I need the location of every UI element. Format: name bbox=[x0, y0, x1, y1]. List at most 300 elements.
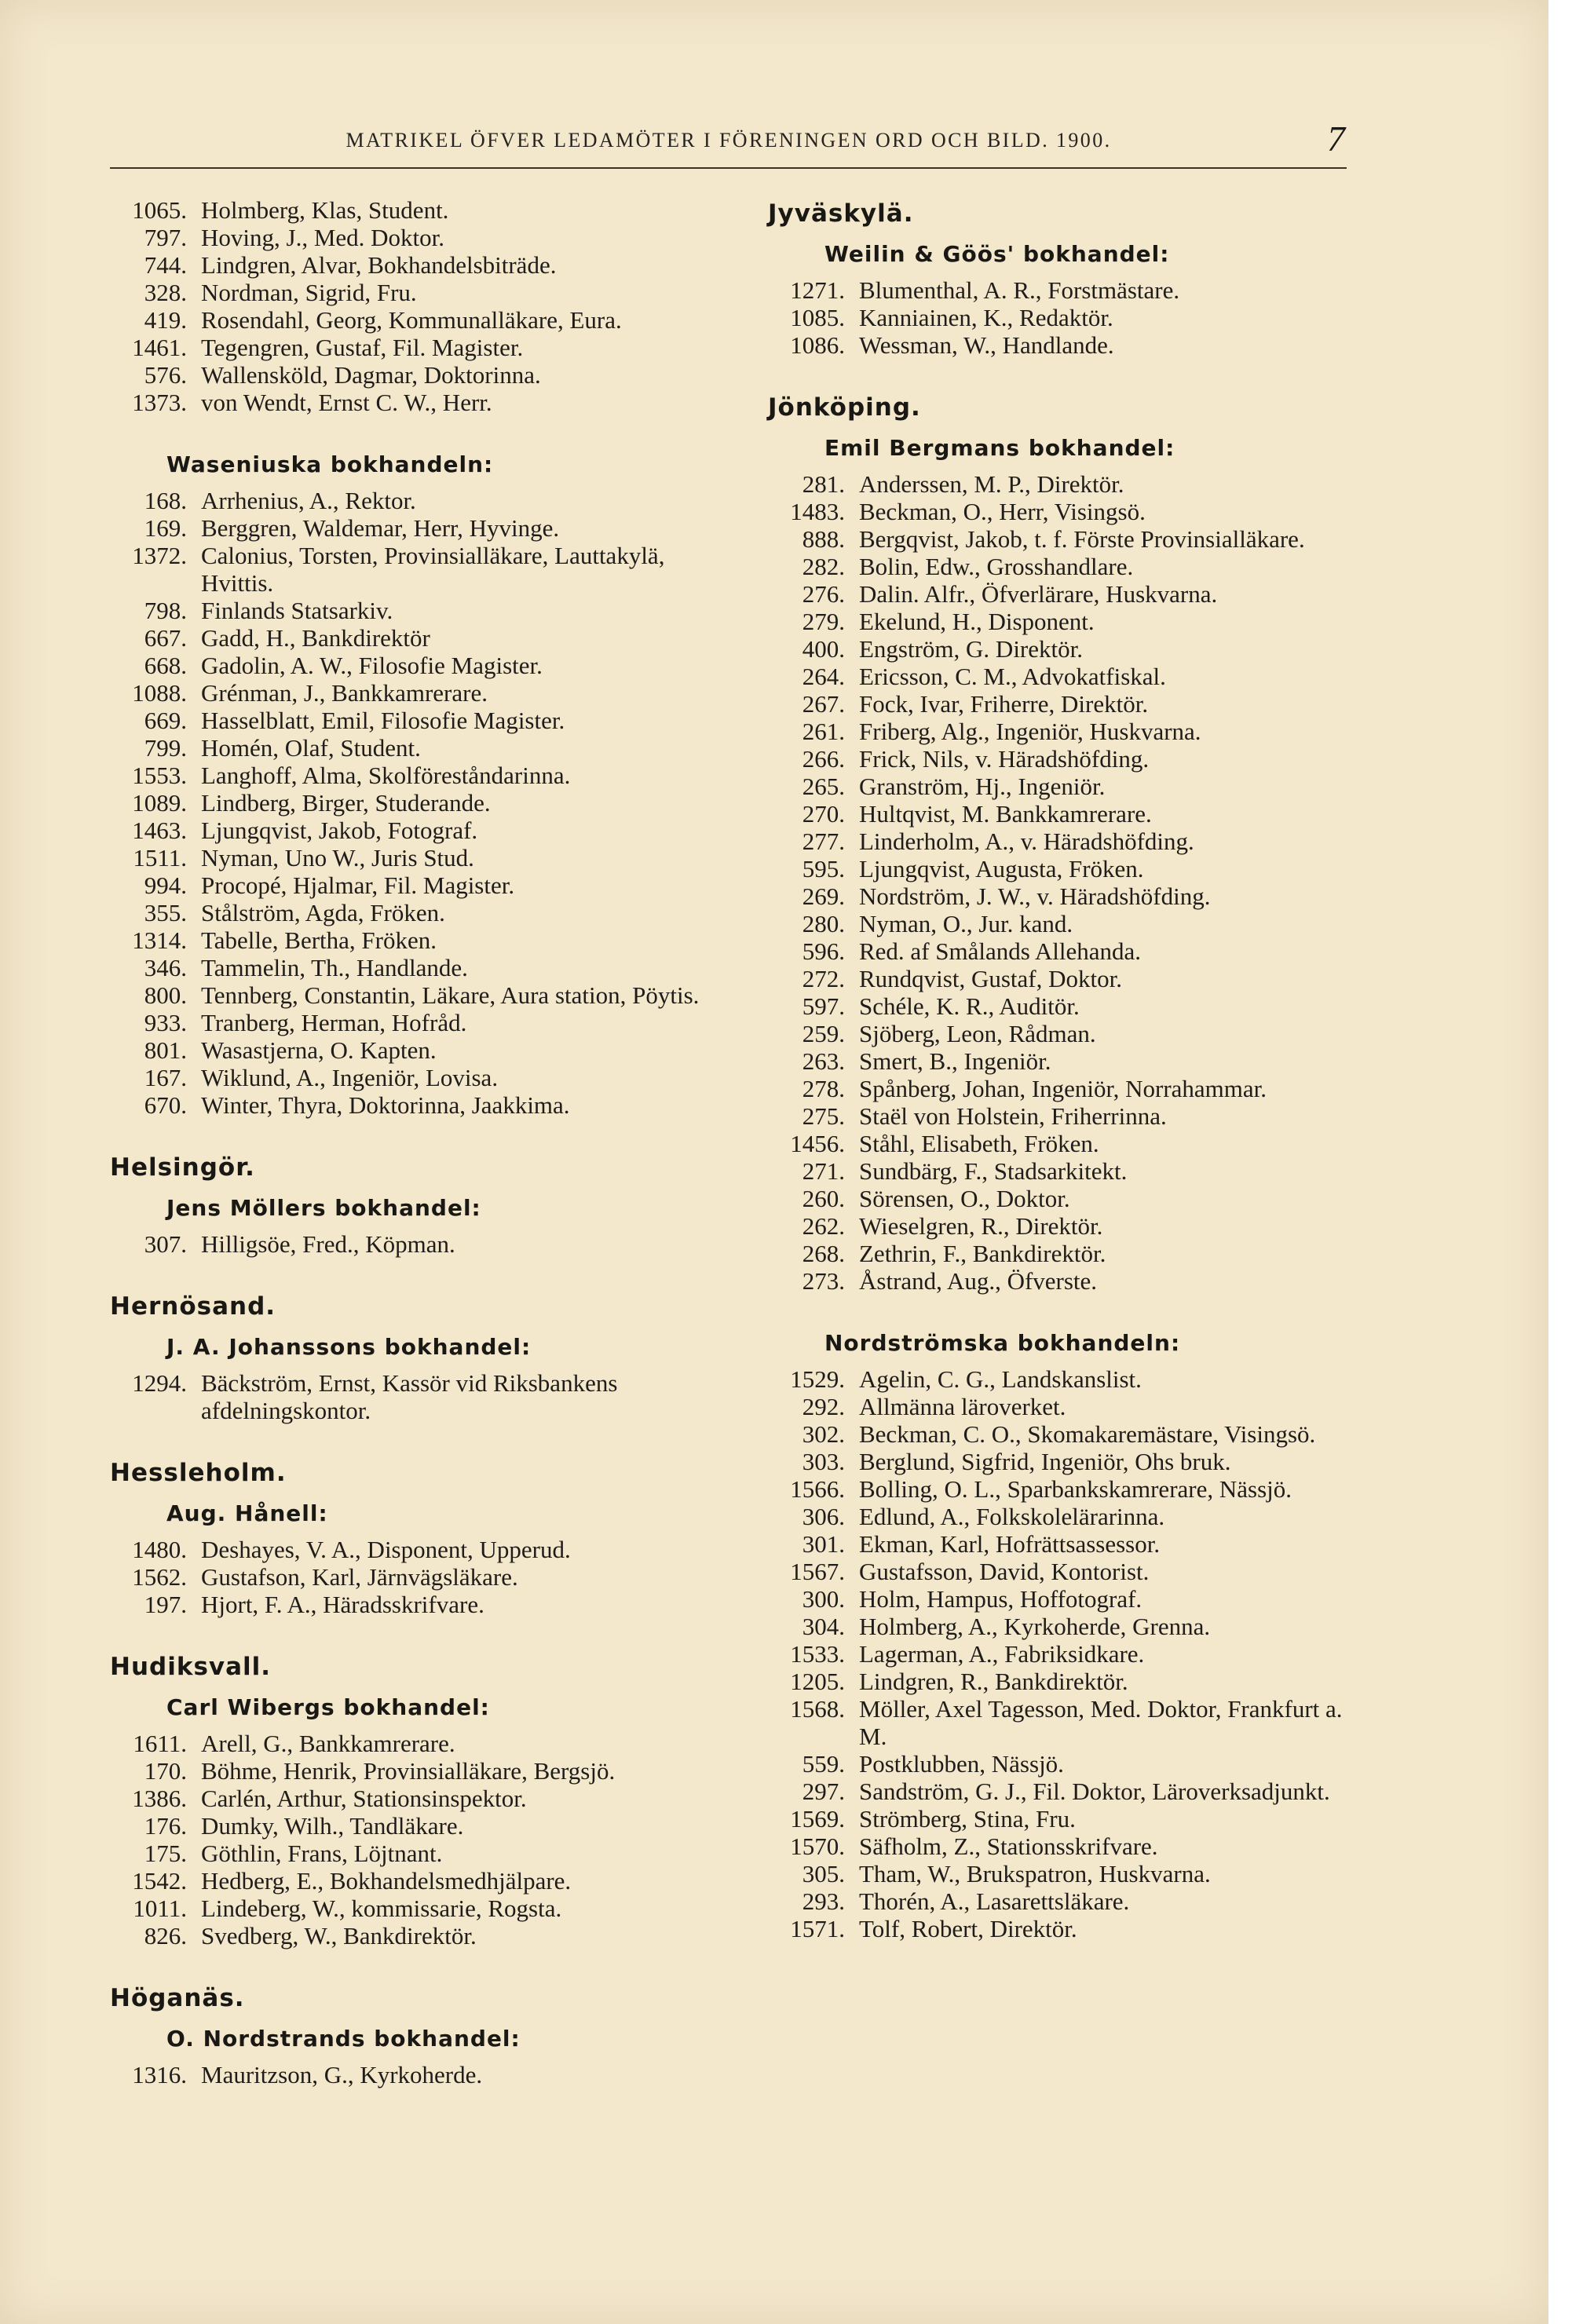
entry-number: 596. bbox=[802, 937, 845, 965]
entry-text: Dalin. Alfr., Öfverlärare, Huskvarna. bbox=[859, 580, 1218, 608]
entry-text: Böhme, Henrik, Provinsialläkare, Bergsjö. bbox=[201, 1757, 616, 1785]
entry-text: Arrhenius, A., Rektor. bbox=[201, 487, 416, 514]
entry-text: von Wendt, Ernst C. W., Herr. bbox=[201, 389, 492, 416]
entry-number: 1569. bbox=[790, 1805, 845, 1833]
member-entry bbox=[768, 1267, 1365, 1295]
entry-number: 1089. bbox=[132, 789, 187, 817]
entry-number: 1553. bbox=[132, 762, 187, 789]
entry-number: 1562. bbox=[132, 1563, 187, 1591]
member-entry bbox=[110, 1840, 730, 1867]
member-entry bbox=[768, 1212, 1365, 1240]
entry-number: 1456. bbox=[790, 1130, 845, 1157]
entry-text: Tolf, Robert, Direktör. bbox=[859, 1915, 1077, 1942]
entry-number: 167. bbox=[144, 1064, 187, 1091]
member-entry bbox=[110, 1730, 730, 1757]
entry-number: 297. bbox=[802, 1778, 845, 1805]
entry-number: 1205. bbox=[790, 1668, 845, 1695]
entry-text: Lindeberg, W., kommissarie, Rogsta. bbox=[201, 1895, 562, 1922]
entry-text: Stålström, Agda, Fröken. bbox=[201, 899, 445, 926]
entry-number: 301. bbox=[802, 1530, 845, 1558]
entry-text: Zethrin, F., Bankdirektör. bbox=[859, 1240, 1106, 1267]
entry-text: Tegengren, Gustaf, Fil. Magister. bbox=[201, 334, 524, 361]
entry-text: Wiklund, A., Ingeniör, Lovisa. bbox=[201, 1064, 499, 1091]
member-entry bbox=[110, 762, 730, 789]
entry-text: Hjort, F. A., Häradsskrifvare. bbox=[201, 1591, 484, 1618]
city-heading: Helsingör. bbox=[110, 1153, 255, 1182]
entry-number: 933. bbox=[144, 1009, 187, 1036]
member-entry bbox=[768, 1102, 1365, 1130]
entry-list bbox=[768, 1365, 1365, 1942]
entry-number: 1611. bbox=[133, 1730, 187, 1757]
member-entry bbox=[110, 624, 730, 652]
member-entry bbox=[768, 331, 1365, 359]
member-entry bbox=[768, 745, 1365, 773]
entry-text: Sundbärg, F., Stadsarkitekt. bbox=[859, 1157, 1128, 1185]
city-heading: Hudiksvall. bbox=[110, 1653, 272, 1681]
entry-text: Agelin, C. G., Landskanslist. bbox=[859, 1365, 1142, 1393]
entry-text: Ekelund, H., Disponent. bbox=[859, 608, 1095, 635]
member-entry bbox=[768, 276, 1365, 304]
entry-number: 282. bbox=[802, 553, 845, 580]
entry-number: 168. bbox=[144, 487, 187, 514]
member-entry bbox=[110, 1922, 730, 1949]
entry-text: Bolin, Edw., Grosshandlare. bbox=[859, 553, 1134, 580]
entry-text: Sandström, G. J., Fil. Doktor, Läroverksadjunkt. bbox=[859, 1778, 1330, 1805]
entry-list bbox=[110, 1536, 730, 1618]
member-entry bbox=[110, 389, 730, 416]
member-entry bbox=[110, 1036, 730, 1064]
entry-number: 888. bbox=[802, 525, 845, 553]
entry-number: 267. bbox=[802, 690, 845, 718]
member-entry bbox=[110, 1230, 730, 1258]
entry-text: Holmberg, Klas, Student. bbox=[201, 196, 449, 224]
member-entry bbox=[768, 1157, 1365, 1185]
entry-number: 328. bbox=[144, 279, 187, 306]
city-heading: Hessleholm. bbox=[110, 1459, 287, 1487]
member-entry bbox=[110, 872, 730, 899]
entry-text: Tabelle, Bertha, Fröken. bbox=[201, 926, 437, 954]
member-entry bbox=[768, 498, 1365, 525]
member-entry bbox=[768, 1860, 1365, 1887]
page-number: 7 bbox=[1327, 119, 1345, 159]
member-entry bbox=[768, 1887, 1365, 1915]
entry-text: Ståhl, Elisabeth, Fröken. bbox=[859, 1130, 1099, 1157]
entry-text: Blumenthal, A. R., Forstmästare. bbox=[859, 276, 1180, 304]
member-entry bbox=[110, 1536, 730, 1563]
entry-number: 279. bbox=[802, 608, 845, 635]
entry-list bbox=[110, 487, 730, 1119]
member-entry bbox=[768, 773, 1365, 800]
entry-text: Engström, G. Direktör. bbox=[859, 635, 1083, 663]
entry-text: Edlund, A., Folkskolelärarinna. bbox=[859, 1503, 1165, 1530]
entry-text: Hilligsöe, Fred., Köpman. bbox=[201, 1230, 455, 1258]
entry-text: Strömberg, Stina, Fru. bbox=[859, 1805, 1076, 1833]
member-entry bbox=[768, 1530, 1365, 1558]
entry-number: 1065. bbox=[132, 196, 187, 224]
header-rule bbox=[110, 167, 1347, 169]
entry-number: 419. bbox=[144, 306, 187, 334]
entry-text: Allmänna läroverket. bbox=[859, 1393, 1066, 1420]
entry-text: Red. af Smålands Allehanda. bbox=[859, 937, 1141, 965]
member-entry bbox=[110, 514, 730, 542]
entry-number: 276. bbox=[802, 580, 845, 608]
entry-number: 259. bbox=[802, 1020, 845, 1047]
member-entry bbox=[768, 663, 1365, 690]
right-column bbox=[768, 196, 1365, 1942]
entry-text: Ekman, Karl, Hofrättsassessor. bbox=[859, 1530, 1161, 1558]
entry-text: Nyman, O., Jur. kand. bbox=[859, 910, 1073, 937]
entry-text: Tranberg, Herman, Hofråd. bbox=[201, 1009, 467, 1036]
entry-number: 669. bbox=[144, 707, 187, 734]
entry-text: Tammelin, Th., Handlande. bbox=[201, 954, 468, 981]
entry-number: 1529. bbox=[790, 1365, 845, 1393]
entry-text: Kanniainen, K., Redaktör. bbox=[859, 304, 1113, 331]
member-entry bbox=[110, 597, 730, 624]
entry-text: Lindgren, Alvar, Bokhandelsbiträde. bbox=[201, 251, 557, 279]
member-entry bbox=[110, 789, 730, 817]
entry-number: 197. bbox=[144, 1591, 187, 1618]
entry-number: 668. bbox=[144, 652, 187, 679]
member-entry bbox=[110, 1812, 730, 1840]
member-entry bbox=[110, 279, 730, 306]
entry-number: 281. bbox=[802, 470, 845, 498]
member-entry bbox=[768, 580, 1365, 608]
entry-number: 799. bbox=[144, 734, 187, 762]
entry-text: Wasastjerna, O. Kapten. bbox=[201, 1036, 437, 1064]
bookshop-heading: Jens Möllers bokhandel: bbox=[166, 1195, 481, 1221]
entry-number: 355. bbox=[144, 899, 187, 926]
entry-number: 176. bbox=[144, 1812, 187, 1840]
entry-text: Postklubben, Nässjö. bbox=[859, 1750, 1064, 1778]
entry-text: Friberg, Alg., Ingeniör, Huskvarna. bbox=[859, 718, 1201, 745]
member-entry bbox=[110, 542, 730, 597]
entry-number: 280. bbox=[802, 910, 845, 937]
entry-text: Sörensen, O., Doktor. bbox=[859, 1185, 1070, 1212]
member-entry bbox=[110, 1009, 730, 1036]
entry-text: Beckman, C. O., Skomakaremästare, Visingsö. bbox=[859, 1420, 1316, 1448]
member-entry bbox=[768, 882, 1365, 910]
member-entry bbox=[110, 926, 730, 954]
entry-number: 1570. bbox=[790, 1833, 845, 1860]
entry-text: Ljungqvist, Augusta, Fröken. bbox=[859, 855, 1144, 882]
city-heading: Jyväskylä. bbox=[768, 199, 914, 228]
member-entry bbox=[110, 251, 730, 279]
entry-number: 597. bbox=[802, 992, 845, 1020]
entry-text: Smert, B., Ingeniör. bbox=[859, 1047, 1051, 1075]
member-entry bbox=[110, 196, 730, 224]
entry-number: 271. bbox=[802, 1157, 845, 1185]
entry-number: 269. bbox=[802, 882, 845, 910]
entry-number: 293. bbox=[802, 1887, 845, 1915]
entry-number: 265. bbox=[802, 773, 845, 800]
entry-number: 1386. bbox=[132, 1785, 187, 1812]
entry-number: 595. bbox=[802, 855, 845, 882]
entry-text: Ericsson, C. M., Advokatfiskal. bbox=[859, 663, 1166, 690]
entry-text: Hultqvist, M. Bankkamrerare. bbox=[859, 800, 1152, 828]
entry-number: 1542. bbox=[132, 1867, 187, 1895]
left-column bbox=[110, 196, 730, 2088]
member-entry bbox=[110, 224, 730, 251]
entry-number: 175. bbox=[144, 1840, 187, 1867]
entry-text: Svedberg, W., Bankdirektör. bbox=[201, 1922, 477, 1949]
member-entry bbox=[768, 1558, 1365, 1585]
entry-number: 1571. bbox=[790, 1915, 845, 1942]
entry-text: Beckman, O., Herr, Visingsö. bbox=[859, 498, 1146, 525]
member-entry bbox=[768, 1420, 1365, 1448]
entry-text: Göthlin, Frans, Löjtnant. bbox=[201, 1840, 443, 1867]
entry-text: Ljungqvist, Jakob, Fotograf. bbox=[201, 817, 478, 844]
member-entry bbox=[768, 553, 1365, 580]
entry-text: Winter, Thyra, Doktorinna, Jaakkima. bbox=[201, 1091, 570, 1119]
entry-text: Deshayes, V. A., Disponent, Upperud. bbox=[201, 1536, 571, 1563]
entry-text: Lindberg, Birger, Studerande. bbox=[201, 789, 491, 817]
entry-text: Bäckström, Ernst, Kassör vid Riksbankens afdelningskontor. bbox=[201, 1369, 618, 1424]
entry-text: Linderholm, A., v. Häradshöfding. bbox=[859, 828, 1194, 855]
entry-number: 264. bbox=[802, 663, 845, 690]
entry-number: 261. bbox=[802, 718, 845, 745]
entry-text: Finlands Statsarkiv. bbox=[201, 597, 393, 624]
entry-number: 275. bbox=[802, 1102, 845, 1130]
member-entry bbox=[110, 1785, 730, 1812]
entry-text: Gustafson, Karl, Järnvägsläkare. bbox=[201, 1563, 518, 1591]
entry-text: Hoving, J., Med. Doktor. bbox=[201, 224, 444, 251]
entry-number: 170. bbox=[144, 1757, 187, 1785]
entry-number: 826. bbox=[144, 1922, 187, 1949]
entry-number: 169. bbox=[144, 514, 187, 542]
member-entry bbox=[110, 652, 730, 679]
entry-number: 576. bbox=[144, 361, 187, 389]
entry-number: 667. bbox=[144, 624, 187, 652]
member-entry bbox=[768, 470, 1365, 498]
member-entry bbox=[768, 965, 1365, 992]
entry-number: 268. bbox=[802, 1240, 845, 1267]
member-entry bbox=[768, 1075, 1365, 1102]
member-entry bbox=[110, 2061, 730, 2088]
entry-text: Gadd, H., Bankdirektör bbox=[201, 624, 430, 652]
entry-text: Spånberg, Johan, Ingeniör, Norrahammar. bbox=[859, 1075, 1267, 1102]
entry-number: 1567. bbox=[790, 1558, 845, 1585]
entry-list bbox=[768, 276, 1365, 359]
member-entry bbox=[110, 1895, 730, 1922]
running-title: MATRIKEL ÖFVER LEDAMÖTER I FÖRENINGEN ORD OCH BILD. 1900. bbox=[345, 129, 1112, 152]
entry-number: 1480. bbox=[132, 1536, 187, 1563]
member-entry bbox=[768, 1805, 1365, 1833]
bookshop-heading: Waseniuska bokhandeln: bbox=[166, 451, 494, 477]
entry-number: 1373. bbox=[132, 389, 187, 416]
entry-list bbox=[110, 2061, 730, 2088]
page-edge bbox=[1548, 0, 1583, 2324]
entry-number: 278. bbox=[802, 1075, 845, 1102]
member-entry bbox=[768, 1503, 1365, 1530]
bookshop-heading: Aug. Hånell: bbox=[166, 1500, 328, 1526]
entry-number: 270. bbox=[802, 800, 845, 828]
entry-list bbox=[768, 470, 1365, 1295]
entry-text: Holmberg, A., Kyrkoherde, Grenna. bbox=[859, 1613, 1211, 1640]
entry-text: Schéle, K. R., Auditör. bbox=[859, 992, 1080, 1020]
member-entry bbox=[768, 608, 1365, 635]
member-entry bbox=[768, 992, 1365, 1020]
member-entry bbox=[768, 1613, 1365, 1640]
entry-number: 1294. bbox=[132, 1369, 187, 1397]
entry-text: Wieselgren, R., Direktör. bbox=[859, 1212, 1103, 1240]
entry-text: Procopé, Hjalmar, Fil. Magister. bbox=[201, 872, 515, 899]
entry-text: Calonius, Torsten, Provinsialläkare, Lauttakylä, Hvittis. bbox=[201, 542, 665, 597]
entry-text: Bergqvist, Jakob, t. f. Förste Provinsialläkare. bbox=[859, 525, 1305, 553]
entry-number: 1372. bbox=[132, 542, 187, 569]
bookshop-heading: Emil Bergmans bokhandel: bbox=[824, 435, 1175, 461]
member-entry bbox=[110, 334, 730, 361]
member-entry bbox=[768, 1185, 1365, 1212]
entry-text: Nordström, J. W., v. Häradshöfding. bbox=[859, 882, 1211, 910]
member-entry bbox=[768, 1668, 1365, 1695]
entry-number: 300. bbox=[802, 1585, 845, 1613]
bookshop-heading: Weilin & Göös' bokhandel: bbox=[824, 241, 1170, 267]
member-entry bbox=[768, 937, 1365, 965]
entry-number: 272. bbox=[802, 965, 845, 992]
entry-text: Grénman, J., Bankkamrerare. bbox=[201, 679, 488, 707]
member-entry bbox=[110, 1563, 730, 1591]
member-entry bbox=[768, 718, 1365, 745]
member-entry bbox=[768, 1130, 1365, 1157]
entry-number: 263. bbox=[802, 1047, 845, 1075]
entry-text: Gadolin, A. W., Filosofie Magister. bbox=[201, 652, 543, 679]
member-entry bbox=[768, 1915, 1365, 1942]
member-entry bbox=[768, 304, 1365, 331]
entry-number: 1483. bbox=[790, 498, 845, 525]
entry-text: Granström, Hj., Ingeniör. bbox=[859, 773, 1106, 800]
city-heading: Hernösand. bbox=[110, 1292, 276, 1321]
entry-number: 346. bbox=[144, 954, 187, 981]
entry-list bbox=[110, 1230, 730, 1258]
member-entry bbox=[110, 817, 730, 844]
member-entry bbox=[768, 1240, 1365, 1267]
entry-text: Tennberg, Constantin, Läkare, Aura station, Pöytis. bbox=[201, 981, 700, 1009]
entry-number: 1511. bbox=[133, 844, 187, 872]
entry-number: 266. bbox=[802, 745, 845, 773]
entry-text: Berggren, Waldemar, Herr, Hyvinge. bbox=[201, 514, 560, 542]
member-entry bbox=[110, 1064, 730, 1091]
entry-text: Carlén, Arthur, Stationsinspektor. bbox=[201, 1785, 527, 1812]
entry-number: 307. bbox=[144, 1230, 187, 1258]
member-entry bbox=[768, 910, 1365, 937]
entry-number: 400. bbox=[802, 635, 845, 663]
member-entry bbox=[110, 679, 730, 707]
member-entry bbox=[768, 1020, 1365, 1047]
entry-text: Dumky, Wilh., Tandläkare. bbox=[201, 1812, 464, 1840]
member-entry bbox=[768, 800, 1365, 828]
entry-number: 1085. bbox=[790, 304, 845, 331]
bookshop-heading: Nordströmska bokhandeln: bbox=[824, 1330, 1181, 1356]
entry-number: 994. bbox=[144, 872, 187, 899]
entry-text: Anderssen, M. P., Direktör. bbox=[859, 470, 1124, 498]
city-heading: Höganäs. bbox=[110, 1984, 245, 2012]
member-entry bbox=[768, 1475, 1365, 1503]
entry-number: 798. bbox=[144, 597, 187, 624]
entry-number: 1461. bbox=[132, 334, 187, 361]
entry-number: 1533. bbox=[790, 1640, 845, 1668]
member-entry bbox=[768, 1778, 1365, 1805]
member-entry bbox=[768, 828, 1365, 855]
entry-text: Lindgren, R., Bankdirektör. bbox=[859, 1668, 1128, 1695]
entry-number: 1088. bbox=[132, 679, 187, 707]
member-entry bbox=[768, 1750, 1365, 1778]
member-entry bbox=[110, 734, 730, 762]
entry-text: Rosendahl, Georg, Kommunalläkare, Eura. bbox=[201, 306, 622, 334]
member-entry bbox=[768, 1393, 1365, 1420]
entry-text: Lagerman, A., Fabriksidkare. bbox=[859, 1640, 1145, 1668]
entry-text: Langhoff, Alma, Skolföreståndarinna. bbox=[201, 762, 571, 789]
member-entry bbox=[110, 306, 730, 334]
member-entry bbox=[768, 1695, 1365, 1750]
entry-number: 797. bbox=[144, 224, 187, 251]
entry-number: 1011. bbox=[133, 1895, 187, 1922]
member-entry bbox=[110, 981, 730, 1009]
entry-list bbox=[110, 1369, 730, 1424]
entry-number: 1568. bbox=[790, 1695, 845, 1723]
entry-number: 303. bbox=[802, 1448, 845, 1475]
bookshop-heading: J. A. Johanssons bokhandel: bbox=[166, 1334, 532, 1360]
member-entry bbox=[110, 1369, 730, 1424]
member-entry bbox=[110, 1867, 730, 1895]
entry-number: 277. bbox=[802, 828, 845, 855]
member-entry bbox=[110, 899, 730, 926]
entry-number: 302. bbox=[802, 1420, 845, 1448]
member-entry bbox=[768, 690, 1365, 718]
entry-number: 1086. bbox=[790, 331, 845, 359]
entry-number: 262. bbox=[802, 1212, 845, 1240]
entry-text: Rundqvist, Gustaf, Doktor. bbox=[859, 965, 1122, 992]
entry-number: 801. bbox=[144, 1036, 187, 1064]
entry-number: 306. bbox=[802, 1503, 845, 1530]
entry-number: 273. bbox=[802, 1267, 845, 1295]
entry-number: 304. bbox=[802, 1613, 845, 1640]
city-heading: Jönköping. bbox=[768, 393, 921, 422]
member-entry bbox=[768, 635, 1365, 663]
entry-number: 744. bbox=[144, 251, 187, 279]
entry-number: 1314. bbox=[132, 926, 187, 954]
entry-text: Sjöberg, Leon, Rådman. bbox=[859, 1020, 1096, 1047]
entry-text: Thorén, A., Lasarettsläkare. bbox=[859, 1887, 1130, 1915]
entry-number: 1316. bbox=[132, 2061, 187, 2088]
entry-text: Nordman, Sigrid, Fru. bbox=[201, 279, 417, 306]
entry-text: Arell, G., Bankkamrerare. bbox=[201, 1730, 455, 1757]
member-entry bbox=[768, 1640, 1365, 1668]
member-entry bbox=[768, 1448, 1365, 1475]
entry-text: Wessman, W., Handlande. bbox=[859, 331, 1114, 359]
entry-text: Nyman, Uno W., Juris Stud. bbox=[201, 844, 474, 872]
member-entry bbox=[110, 1591, 730, 1618]
member-entry bbox=[110, 1091, 730, 1119]
entry-number: 800. bbox=[144, 981, 187, 1009]
member-entry bbox=[768, 1833, 1365, 1860]
entry-text: Tham, W., Brukspatron, Huskvarna. bbox=[859, 1860, 1211, 1887]
bookshop-heading: O. Nordstrands bokhandel: bbox=[166, 2026, 521, 2052]
entry-number: 1566. bbox=[790, 1475, 845, 1503]
entry-text: Fock, Ivar, Friherre, Direktör. bbox=[859, 690, 1149, 718]
member-entry bbox=[110, 954, 730, 981]
entry-text: Säfholm, Z., Stationsskrifvare. bbox=[859, 1833, 1158, 1860]
entry-list bbox=[110, 196, 730, 416]
entry-text: Hedberg, E., Bokhandelsmedhjälpare. bbox=[201, 1867, 572, 1895]
entry-number: 1271. bbox=[790, 276, 845, 304]
entry-list bbox=[110, 1730, 730, 1949]
entry-number: 260. bbox=[802, 1185, 845, 1212]
entry-text: Homén, Olaf, Student. bbox=[201, 734, 421, 762]
member-entry bbox=[110, 844, 730, 872]
entry-text: Frick, Nils, v. Häradshöfding. bbox=[859, 745, 1150, 773]
entry-text: Mauritzson, G., Kyrkoherde. bbox=[201, 2061, 483, 2088]
entry-number: 305. bbox=[802, 1860, 845, 1887]
